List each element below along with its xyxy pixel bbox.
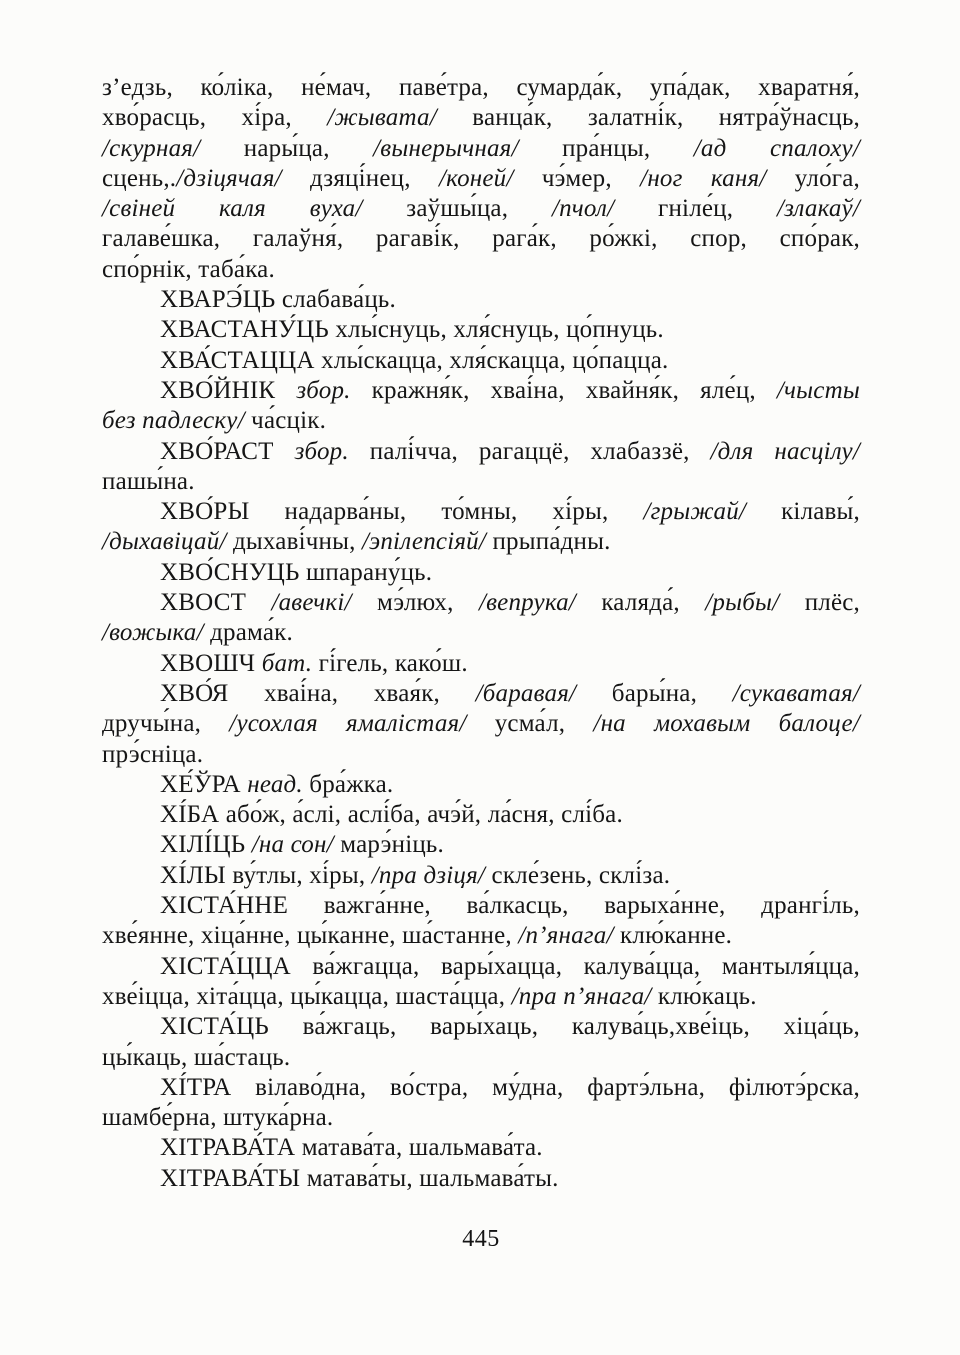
text-run: клю́канне. <box>613 922 733 950</box>
text-run: ХВО́Я хваі́на, хвая́к, <box>160 679 476 707</box>
text-block <box>102 73 860 1194</box>
text-line <box>102 740 860 770</box>
italic-run: /жывата/ <box>327 104 437 132</box>
text-line <box>102 406 860 436</box>
text-run: нары́ца, <box>200 134 374 162</box>
text-run: ХВАРЭ́ЦЬ слабава́ць. <box>160 286 396 314</box>
text-run: хве́іцца, хіта́цца, цы́кацца, шаста́цца, <box>102 982 512 1010</box>
text-run: драма́к. <box>203 619 293 647</box>
text-run: марэ́ніць. <box>333 831 444 859</box>
text-line <box>102 194 860 224</box>
text-run: ХІТРАВА́ТЫ матава́ты, шальмава́ты. <box>160 1164 559 1192</box>
text-line <box>102 861 860 891</box>
text-run: ХІТРАВА́ТА матава́та, шальмава́та. <box>160 1134 543 1162</box>
text-line <box>102 800 860 830</box>
text-run: цы́каць, ша́стаць. <box>102 1043 291 1071</box>
text-line <box>102 73 860 103</box>
italic-run: /скурная/ <box>102 134 201 162</box>
text-run: уло́га, <box>766 164 860 192</box>
italic-run: /эпілепсіяй/ <box>361 528 487 556</box>
text-line <box>102 103 860 133</box>
italic-run: /баравая/ <box>475 679 577 707</box>
text-run: бары́на, <box>576 679 733 707</box>
text-run: ХВО́ЙНІК <box>160 376 297 404</box>
text-run: каляда́, <box>575 589 706 617</box>
text-line <box>102 376 860 406</box>
text-run: ХЕ́ЎРА <box>160 770 248 798</box>
text-run: палі́чча, рагаццё, хлабаззё, <box>348 437 711 465</box>
text-run: кражня́к, хваі́на, хвайня́к, яле́ц, <box>350 376 777 404</box>
text-line <box>102 164 860 194</box>
text-line <box>102 134 860 164</box>
text-run: скле́зень, склі́за. <box>485 861 671 889</box>
italic-run: /вынерычная/ <box>373 134 519 162</box>
text-run: з’едзь, ко́ліка, не́мач, паве́тра, сумарда́к, упа́дак, хваратня́, <box>102 74 860 101</box>
text-run: прэ́сніца. <box>102 740 204 768</box>
text-run: ХВО́РЫ надарва́ны, то́мны, хі́ры, <box>160 498 644 526</box>
italic-run: /авечкі/ <box>271 589 352 617</box>
text-run: ХВО́СНУЦЬ шпарану́ць. <box>160 558 433 586</box>
italic-run: /рыбы/ <box>705 589 780 617</box>
italic-run: /коней/ <box>438 164 514 192</box>
text-line <box>102 618 860 648</box>
text-line <box>102 315 860 345</box>
text-run: ванца́к, залатні́к, нятра́ўнасць, <box>436 104 860 132</box>
italic-run: бат. <box>261 649 313 677</box>
text-run: ХВОШЧ <box>160 649 262 677</box>
text-line <box>102 1164 860 1194</box>
text-run: хве́янне, хіца́нне, цы́канне, ша́станне, <box>102 922 519 950</box>
italic-run: /дзіцячая/ <box>176 164 282 192</box>
text-run: ХВА́СТАЦЦА хлы́скацца, хля́скацца, цо́пацца. <box>160 346 669 374</box>
italic-run: /для насцілу/ <box>710 437 861 465</box>
text-line <box>102 437 860 467</box>
text-line <box>102 649 860 679</box>
text-line <box>102 346 860 376</box>
italic-run: /грыжай/ <box>643 498 747 526</box>
text-run: ХВАСТАНУ́ЦЬ хлы́снуць, хля́снуць, цо́пнуць. <box>160 316 664 344</box>
text-run: ХІЛІ́ЦЬ <box>160 831 252 859</box>
text-run: ХІ́ТРА вілаво́дна, во́стра, му́дна, фартэ́льна, філютэ́рска, <box>160 1073 860 1101</box>
text-run: ХВО́РАСТ <box>160 437 295 465</box>
text-run: сцень,. <box>102 164 177 192</box>
text-run: ХІСТА́ННЕ важга́нне, ва́лкасць, варыха́нне, дрангі́ль, <box>160 892 860 920</box>
text-line <box>102 285 860 315</box>
text-line <box>102 588 860 618</box>
italic-run: /усохлая ямалістая/ <box>229 710 467 738</box>
text-run: гніле́ц, <box>614 195 777 223</box>
text-run: клю́каць. <box>651 982 757 1010</box>
text-run: ХВОСТ <box>160 589 272 617</box>
text-line <box>102 558 860 588</box>
text-run: хво́расць, хі́ра, <box>102 104 328 132</box>
text-line <box>102 952 860 982</box>
text-run: ХІ́БА або́ж, а́слі, аслі́ба, ачэ́й, ла́сня, слі́ба. <box>160 801 623 829</box>
text-run: прыпа́дны. <box>486 528 611 556</box>
italic-run: /ад спалоху/ <box>693 134 860 162</box>
text-run: дручы́на, <box>102 710 230 738</box>
text-run: дзяці́нец, <box>281 164 439 192</box>
text-line <box>102 467 860 497</box>
italic-run: збор. <box>296 376 351 404</box>
text-run: мэ́люх, <box>351 589 479 617</box>
text-run: ча́сцік. <box>244 407 327 435</box>
text-line <box>102 1043 860 1073</box>
text-run: кілавы́, <box>746 498 860 526</box>
text-line <box>102 255 860 285</box>
italic-run: без падлеску/ <box>102 407 245 435</box>
text-run: пра́нцы, <box>518 134 694 162</box>
italic-run: /на мохавым балоце/ <box>593 710 860 738</box>
italic-run: /дыхавіцай/ <box>102 528 227 556</box>
italic-run: /сукаватая/ <box>732 679 861 707</box>
text-line <box>102 1133 860 1163</box>
text-run: ХІСТА́ЦЦА ва́жгацца, вары́хацца, калува́цца, мантыля́цца, <box>160 952 860 980</box>
text-run: спо́рнік, таба́ка. <box>102 255 275 283</box>
text-line <box>102 1073 860 1103</box>
text-run: дыхаві́чны, <box>226 528 362 556</box>
italic-run: /ног каня/ <box>640 164 767 192</box>
italic-run: /вожыка/ <box>102 619 204 647</box>
text-run: ХІ́ЛЫ ву́тлы, хі́ры, <box>160 861 372 889</box>
italic-run: /п’янага/ <box>518 922 614 950</box>
text-run: усма́л, <box>466 710 594 738</box>
text-run: шамбе́рна, штука́рна. <box>102 1104 334 1132</box>
italic-run: /на сон/ <box>251 831 334 859</box>
italic-run: збор. <box>294 437 349 465</box>
text-line <box>102 709 860 739</box>
text-line <box>102 982 860 1012</box>
italic-run: /пра п’янага/ <box>511 982 652 1010</box>
text-line <box>102 1103 860 1133</box>
page-number: 445 <box>462 1226 500 1252</box>
text-run: гі́гель, како́ш. <box>312 649 468 677</box>
text-line <box>102 679 860 709</box>
text-line <box>102 921 860 951</box>
text-run: бра́жка. <box>302 770 394 798</box>
italic-run: /злакаў/ <box>776 195 860 223</box>
text-run: чэ́мер, <box>513 164 641 192</box>
text-line <box>102 497 860 527</box>
italic-run: /вепрука/ <box>478 589 576 617</box>
text-line <box>102 527 860 557</box>
text-run: ХІСТА́ЦЬ ва́жгаць, вары́хаць, калува́ць,хве́іць, хіца́ць, <box>160 1013 860 1041</box>
italic-run: /чысты <box>776 376 860 404</box>
text-run: галаве́шка, галаўня́, рагаві́к, рага́к, ро́жкі, спор, спо́рак, <box>102 225 860 253</box>
text-line <box>102 770 860 800</box>
italic-run: /пра дзіця/ <box>371 861 486 889</box>
text-line <box>102 1012 860 1042</box>
text-run: плёс, <box>779 589 860 617</box>
text-line <box>102 224 860 254</box>
italic-run: /пчол/ <box>551 195 615 223</box>
text-run: пашы́на. <box>102 467 195 495</box>
italic-run: /свіней каля вуха/ <box>102 195 363 223</box>
italic-run: неад. <box>247 770 303 798</box>
text-line <box>102 891 860 921</box>
text-line <box>102 830 860 860</box>
text-run: заўшы́ца, <box>362 195 552 223</box>
